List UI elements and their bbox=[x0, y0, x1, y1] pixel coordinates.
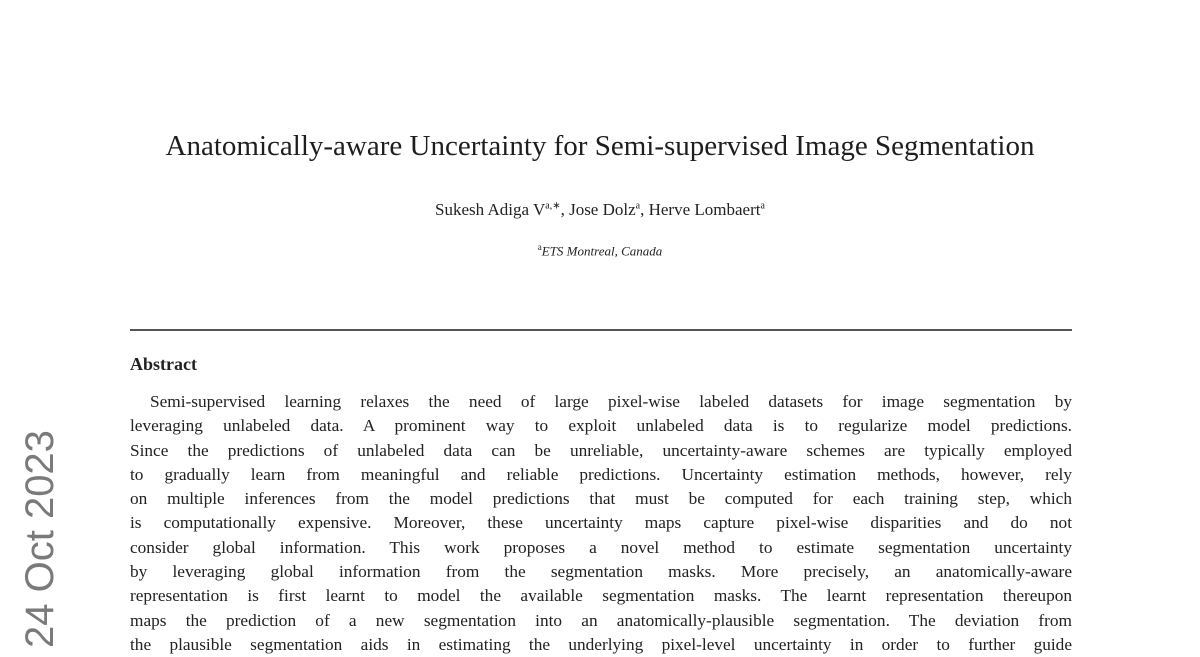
abstract-line: on multiple inferences from the model predictions that must be computed for each training step, which bbox=[130, 489, 1072, 509]
author-affiliation-mark: a bbox=[635, 200, 641, 212]
abstract-line: maps the prediction of a new segmentation into an anatomically-plausible segmentation. The deviation from bbox=[130, 610, 1072, 630]
author-affiliation-mark: a bbox=[760, 200, 765, 212]
abstract-line: Since the predictions of unlabeled data can be unreliable, uncertainty-aware schemes are typically employed bbox=[130, 440, 1072, 460]
abstract-body bbox=[130, 390, 1072, 657]
abstract-line: is computationally expensive. Moreover, these uncertainty maps capture pixel-wise disparities and do not bbox=[130, 513, 1072, 533]
author-affiliation-mark: a,∗ bbox=[545, 200, 561, 212]
paper-title: Anatomically-aware Uncertainty for Semi-supervised Image Segmentation bbox=[165, 130, 1035, 162]
abstract-heading: Abstract bbox=[130, 354, 197, 374]
author-name: Herve Lombaert bbox=[648, 200, 761, 219]
author-list: Sukesh Adiga $V^{a,∗}$, Jose Dolz$^a$, Herve Lombaert$^a$ bbox=[435, 200, 765, 219]
abstract-line: representation is first learnt to model the available segmentation masks. The learnt representation thereupon bbox=[130, 586, 1072, 606]
header-divider bbox=[130, 329, 1072, 331]
author-name: Sukesh Adiga V bbox=[435, 200, 546, 219]
abstract-line: consider global information. This work proposes a novel method to estimate segmentation uncertainty bbox=[130, 537, 1072, 557]
abstract-line: to gradually learn from meaningful and reliable predictions. Uncertainty estimation methods, however, rely bbox=[130, 464, 1072, 484]
affiliation-mark: a bbox=[537, 242, 542, 252]
affiliation-text: ETS Montreal, Canada bbox=[541, 243, 663, 259]
author-name: Jose Dolz bbox=[569, 200, 636, 219]
abstract-line: by leveraging global information from the segmentation masks. More precisely, an anatomically-aware bbox=[130, 562, 1072, 582]
abstract-line: the plausible segmentation aids in estimating the underlying pixel-level uncertainty in order to further guide bbox=[130, 634, 1072, 654]
affiliation bbox=[0, 242, 1200, 259]
abstract-line: leveraging unlabeled data. A prominent way to exploit unlabeled data is to regularize model predictions. bbox=[130, 416, 1072, 436]
abstract-line: Semi-supervised learning relaxes the need of large pixel-wise labeled datasets for image segmentation by bbox=[150, 392, 1072, 411]
arxiv-date-stamp: 24 Oct 2023 bbox=[18, 430, 62, 648]
